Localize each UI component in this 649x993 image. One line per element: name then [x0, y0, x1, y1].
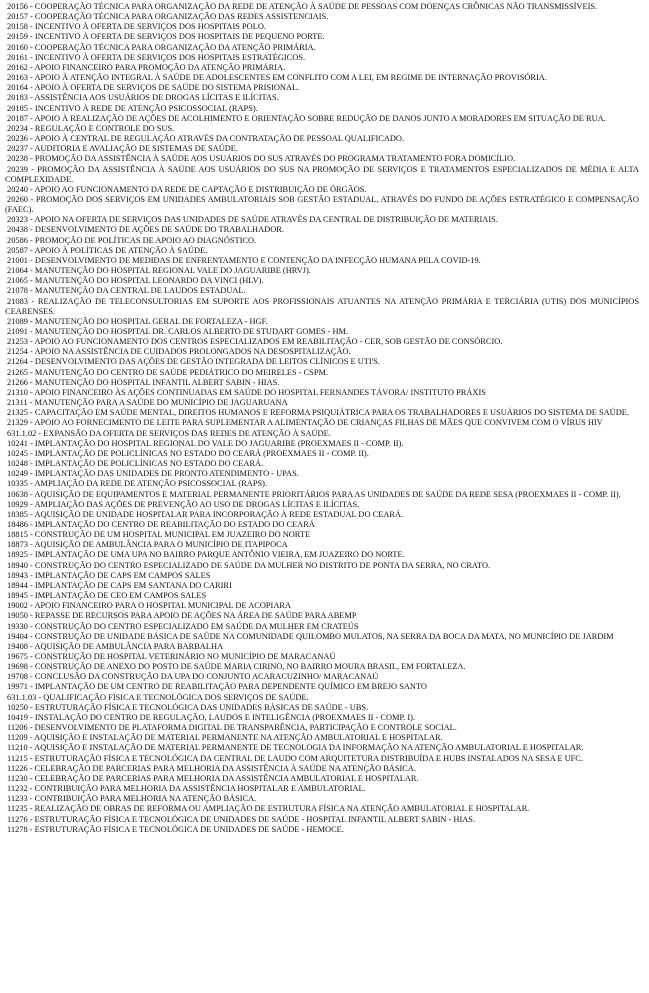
list-item: 21253 - APOIO AO FUNCIONAMENTO DOS CENTROS ESPECIALIZADOS EM REABILITAÇÃO - CER, SOB GESTÃO DE CONSÓRCIO. [7, 337, 503, 347]
list-item: 631.1.02 - EXPANSÃO DA OFERTA DE SERVIÇOS DAS REDES DE ATENÇÃO À SAÚDE. [7, 428, 331, 438]
list-item: 20164 - APOIO À OFERTA DE SERVIÇOS DE SAÚDE DO SISTEMA PRISIONAL. [7, 83, 300, 93]
list-item: 20163 - APOIO À ATENÇÃO INTEGRAL À SAÚDE DE ADOLESCENTES EM CONFLITO COM A LEI, EM REGIME DE INTERNAÇÃO PROVISÓRIA. [7, 73, 547, 83]
list-item: 21064 - MANUTENÇÃO DO HOSPITAL REGIONAL VALE DO JAGUARIBE (HRVJ). [7, 266, 311, 276]
list-item: 21325 - CAPACITAÇÃO EM SAÚDE MENTAL, DIREITOS HUMANOS E REFORMA PSIQUIÁTRICA PARA OS TRABALHADORES E USUÁRIOS DO SISTEMA DE SAÚDE. [7, 408, 629, 418]
list-item: 10419 - INSTALAÇÃO DO CENTRO DE REGULAÇÃO, LAUDOS E INTELIGÊNCIA (PROEXMAES II - COMP. I). [7, 712, 416, 722]
list-item: 20160 - COOPERAÇÃO TÉCNICA PARA ORGANIZAÇÃO DA ATENÇÃO PRIMÁRIA. [7, 42, 316, 52]
list-item: 20239 - PROMOÇÃO DA ASSISTÊNCIA À SAÚDE AOS USUÁRIOS DO SUS NA PROMOÇÃO DE SERVIÇOS E TRATAMENTOS ESPECIALIZADOS DE MÉDIA E ALTA COMPLEXIDADE. [5, 164, 639, 184]
list-item: 10335 - AMPLIAÇÃO DA REDE DE ATENÇÃO PSICOSSOCIAL (RAPS). [7, 479, 268, 489]
list-item: 10249 - IMPLANTAÇÃO DAS UNIDADES DE PRONTO ATENDIMENTO - UPAS. [7, 469, 299, 479]
list-item: 20187 - APOIO À REALIZAÇÃO DE AÇÕES DE ACOLHIMENTO E ORIENTAÇÃO SOBRE REDUÇÃO DE DANOS JUNTO A MORADORES EM SITUAÇÃO DE RUA. [7, 113, 606, 123]
list-item: 11215 - ESTRUTURAÇÃO FÍSICA E TECNOLÓGICA DA CENTRAL DE LAUDO COM ARQUITETURA DISTRIBUÍDA E HUBS INSTALADOS NA SESA E UFC. [7, 753, 583, 763]
list-item: 18385 - AQUISIÇÃO DE UNIDADE HOSPITALAR PARA INCORPORAÇÃO À REDE ESTADUAL DO CEARÁ. [7, 509, 404, 519]
list-item: 20158 - INCENTIVO À OFERTA DE SERVIÇOS DOS HOSPITAIS POLO. [7, 22, 266, 32]
list-item: 20586 - PROMOÇÃO DE POLÍTICAS DE APOIO AO DIAGNÓSTICO. [7, 235, 257, 245]
list-item: 11278 - ESTRUTURAÇÃO FÍSICA E TECNOLÓGICA DE UNIDADES DE SAÚDE - HEMOCE. [7, 824, 344, 834]
list-item: 11235 - REALIZAÇÃO DE OBRAS DE REFORMA OU AMPLIAÇÃO DE ESTRUTURA FÍSICA NA ATENÇÃO AMBULATORIAL E HOSPITALAR. [7, 804, 530, 814]
list-item: 11209 - AQUISIÇÃO E INSTALAÇÃO DE MATERIAL PERMANENTE NA ATENÇÃO AMBULATORIAL E HOSPITALAR. [7, 733, 443, 743]
list-item: 21311 - MANUTENÇÃO PARA A SAÚDE DO MUNICÍPIO DE JAGUARUANA [7, 398, 288, 408]
list-item: 20587 - APOIO À POLÍTICAS DE ATENÇÃO À SAÚDE. [7, 245, 208, 255]
list-item: 19408 - AQUISIÇÃO DE AMBULÂNCIA PARA BARBALHA [7, 641, 224, 651]
list-item: 20438 - DESENVOLVIMENTO DE AÇÕES DE SAÚDE DO TRABALHADOR. [7, 225, 284, 235]
list-item: 20157 - COOPERAÇÃO TÉCNICA PARA ORGANIZAÇÃO DAS REDES ASSISTENCIAIS. [7, 12, 329, 22]
list-item: 10638 - AQUISIÇÃO DE EQUIPAMENTOS E MATERIAL PERMANENTE PRIORITÁRIOS PARA AS UNIDADES DE SAÚDE DA REDE SESA (PROEXMAES II - COMP. II). [7, 489, 621, 499]
list-item: 19002 - APOIO FINANCEIRO PARA O HOSPITAL MUNICIPAL DE ACOPIARA [7, 601, 292, 611]
list-item: 21089 - MANUTENÇÃO DO HOSPITAL GERAL DE FORTALEZA - HGF. [7, 316, 268, 326]
list-item: 21265 - MANUTENÇÃO DO CENTRO DE SAÚDE PEDIÁTRICO DO MEIRELES - CSPM. [7, 367, 329, 377]
list-item: 21329 - APOIO AO FORNECIMENTO DE LEITE PARA SUPLEMENTAR A ALIMENTAÇÃO DE CRIANÇAS FILHAS DE MÃES QUE CONVIVEM COM O VÍRUS HIV [7, 418, 603, 428]
list-item: 21001 - DESENVOLVIMENTO DE MEDIDAS DE ENFRENTAMENTO E CONTENÇÃO DA INFECÇÃO HUMANA PELA COVID-19. [7, 255, 481, 265]
list-item: 20162 - APOIO FINANCEIRO PARA PROMOÇÃO DA ATENÇÃO PRIMÁRIA. [7, 62, 286, 72]
list-item: 19708 - CONCLUSÃO DA CONSTRUÇÃO DA UPA DO CONJUNTO ACARACUZINHO/ MARACANAÚ [7, 672, 379, 682]
list-item: 20234 - REGULAÇÃO E CONTROLE DO SUS. [7, 123, 175, 133]
list-item: 18940 - CONSTRUÇÃO DO CENTRO ESPECIALIZADO DE SAÚDE DA MULHER NO DISTRITO DE PONTA DA SERRA, NO CRATO. [7, 560, 491, 570]
list-item: 19330 - CONSTRUÇÃO DO CENTRO ESPECIALIZADO EM SAÚDE DA MULHER EM CRATEÚS [7, 621, 359, 631]
list-item: 10241 - IMPLANTAÇÃO DO HOSPITAL REGIONAL DO VALE DO JAGUARIBE (PROEXMAES II - COMP. II). [7, 438, 404, 448]
list-item: 21091 - MANUTENÇÃO DO HOSPITAL DR. CARLOS ALBERTO DE STUDART GOMES - HM. [7, 327, 349, 336]
list-item: 21310 - APOIO FINANCEIRO ÀS AÇÕES CONTINUADAS EM SAÚDE DO HOSPITAL FERNANDES TÁVORA/ INSTITUTO PRÁXIS [7, 387, 486, 397]
list-item: 21078 - MANUTENÇÃO DA CENTRAL DE LAUDOS ESTADUAL. [7, 286, 246, 296]
list-item: 18945 - IMPLANTAÇÃO DE CEO EM CAMPOS SALES [7, 591, 207, 601]
list-item: 10248 - IMPLANTAÇÃO DE POLICLÍNICAS NO ESTADO DO CEARÁ. [7, 459, 264, 469]
list-item: 20161 - INCENTIVO À OFERTA DE SERVIÇOS DOS HOSPITAIS ESTRATÉGICOS. [7, 52, 306, 62]
list-item: 11226 - CELEBRAÇÃO DE PARCERIAS PARA MELHORIA DA ASSISTÊNCIA À SAÚDE NA ATENÇÃO BÁSICA. [7, 763, 417, 773]
list-item: 18944 - IMPLANTAÇÃO DE CAPS EM SANTANA DO CARIRI [7, 580, 232, 590]
list-item: 20237 - AUDITORIA E AVALIAÇÃO DE SISTEMAS DE SAÚDE. [7, 144, 239, 154]
list-item: 20183 - ASSISTÊNCIA AOS USUÁRIOS DE DROGAS LÍCITAS E ILÍCITAS. [7, 93, 279, 103]
list-item: 18873 - AQUISIÇÃO DE AMBULÂNCIA PARA O MUNICÍPIO DE ITAPIPOCA [7, 540, 288, 550]
list-item: 21065 - MANUTENÇÃO DO HOSPITAL LEONARDO DA VINCI (HLV). [7, 276, 264, 286]
list-item: 18815 - CONSTRUÇÃO DE UM HOSPITAL MUNICIPAL EM JUAZEIRO DO NORTE [7, 530, 311, 540]
list-item: 19698 - CONSTRUÇÃO DE ANEXO DO POSTO DE SAÚDE MARIA CIRINO, NO BAIRRO MOURA BRASIL, EM FORTALEZA. [7, 662, 466, 672]
list-item: 20238 - PROMOÇÃO DA ASSISTÊNCIA À SAÚDE AOS USUÁRIOS DO SUS ATRAVÉS DO PROGRAMA TRATAMENTO FORA DOMICÍLIO. [7, 154, 516, 164]
list-item: 20236 - APOIO À CENTRAL DE REGULAÇÃO ATRAVÉS DA CONTRATAÇÃO DE PESSOAL QUALIFICADO. [7, 134, 405, 144]
list-item: 19971 - IMPLANTAÇÃO DE UM CENTRO DE REABILITAÇÃO PARA DEPENDENTE QUÍMICO EM BREJO SANTO [7, 682, 427, 692]
list-item: 20159 - INCENTIVO À OFERTA DE SERVIÇOS DOS HOSPITAIS DE PEQUENO PORTE. [7, 32, 325, 42]
list-item: 11230 - CELEBRAÇÃO DE PARCERIAS PARA MELHORIA DA ASSISTÊNCIA AMBULATORIAL E HOSPITALAR. [7, 773, 419, 783]
list-item: 21254 - APOIO NA ASSISTÊNCIA DE CUIDADOS PROLONGADOS NA DESOSPITALIZAÇÃO. [7, 347, 351, 357]
list-item: 10929 - AMPLIAÇÃO DAS AÇÕES DE PREVENÇÃO AO USO DE DROGAS LÍCITAS E ILÍCITAS. [7, 499, 360, 509]
list-item: 11232 - CONTRIBUIÇÃO PARA MELHORIA DA ASSISTÊNCIA HOSPITALAR E AMBULATORIAL. [7, 784, 366, 794]
list-item: 11276 - ESTRUTURAÇÃO FÍSICA E TECNOLÓGICA DE UNIDADES DE SAÚDE - HOSPITAL INFANTIL ALBERT SABIN - HIAS. [7, 814, 476, 824]
list-item: 10245 - IMPLANTAÇÃO DE POLICLÍNICAS NO ESTADO DO CEARÁ (PROEXMAES II - COMP. II). [7, 448, 369, 458]
list-item: 18925 - IMPLANTAÇÃO DE UMA UPA NO BAIRRO PARQUE ANTÔNIO VIEIRA, EM JUAZEIRO DO NORTE. [7, 550, 405, 560]
list-item: 19675 - CONSTRUÇÃO DE HOSPITAL VETERINÁRIO NO MUNICÍPIO DE MARACANAÚ [7, 652, 336, 661]
list-item: 20260 - PROMOÇÃO DOS SERVIÇOS EM UNIDADES AMBULATORIAIS SOB GESTÃO ESTADUAL, ATRAVÉS DO FUNDO DE AÇÕES ESTRATÉGICO E COMPENSAÇÃO (FAEC). [5, 194, 639, 215]
list-item: 19404 - CONSTRUÇÃO DE UNIDADE BÁSICA DE SAÚDE NA COMUNIDADE QUILOMBO MULATOS, NA SERRA DA BOCA DA MATA, NO MUNICÍPIO DE JARDIM [7, 631, 614, 641]
list-item: 21264 - DESENVOLVIMENTO DAS AÇÕES DE GESTÃO INTEGRADA DE LEITOS CLÍNICOS E UTI'S. [7, 357, 380, 367]
list-item: 11210 - AQUISIÇÃO E INSTALAÇÃO DE MATERIAL PERMANENTE DE TECNOLOGIA DA INFORMAÇÃO NA ATENÇÃO AMBULATORIAL E HOSPITALAR. [7, 743, 584, 753]
list-item: 631.1.03 - QUALIFICAÇÃO FÍSICA E TECNOLÓGICA DOS SERVIÇOS DE SAÚDE. [7, 692, 309, 702]
list-item: 10250 - ESTRUTURAÇÃO FÍSICA E TECNOLÓGICA DAS UNIDADES BÁSICAS DE SAÚDE - UBS. [7, 702, 369, 712]
list-item: 20156 - COOPERAÇÃO TÉCNICA PARA ORGANIZAÇÃO DA REDE DE ATENÇÃO À SAÚDE DE PESSOAS COM DOENÇAS CRÔNICAS NÃO TRANSMISSÍVEIS. [7, 2, 598, 11]
list-item: 11206 - DESENVOLVIMENTO DE PLATAFORMA DIGITAL DE TRANSPARÊNCIA, PARTICIPAÇÃO E CONTROLE SOCIAL. [7, 723, 457, 733]
list-item: 21266 - MANUTENÇÃO DO HOSPITAL INFANTIL ALBERT SABIN - HIAS. [7, 377, 280, 387]
list-item: 18486 - IMPLANTAÇÃO DO CENTRO DE REABILITAÇÃO DO ESTADO DO CEARÁ [7, 519, 315, 529]
list-item: 18943 - IMPLANTAÇÃO DE CAPS EM CAMPOS SALES [7, 570, 211, 580]
list-item: 20185 - INCENTIVO À REDE DE ATENÇÃO PSICOSSOCIAL (RAPS). [7, 103, 258, 113]
list-item: 19050 - REPASSE DE RECURSOS PARA APOIO DE AÇÕES NA ÁREA DE SAÚDE PARA ABEMP [7, 611, 357, 621]
list-item: 20240 - APOIO AO FUNCIONAMENTO DA REDE DE CAPTAÇÃO E DISTRIBUIÇÃO DE ÓRGÃOS. [7, 184, 367, 194]
list-item: 20323 - APOIO NA OFERTA DE SERVIÇOS DAS UNIDADES DE SAÚDE ATRAVÉS DA CENTRAL DE DISTRIBUIÇÃO DE MATERIAIS. [7, 215, 498, 225]
list-item: 21083 - REALIZAÇÃO DE TELECONSULTORIAS EM SUPORTE AOS PROFISSIONAIS ATUANTES NA ATENÇÃO PRIMÁRIA E TERCIÁRIA (UTIS) DOS MUNICÍPIOS CEARENSES. [5, 296, 639, 316]
list-item: 11233 - CONTRIBUIÇÃO PARA MELHORIA NA ATENÇÃO BÁSICA. [7, 794, 257, 804]
